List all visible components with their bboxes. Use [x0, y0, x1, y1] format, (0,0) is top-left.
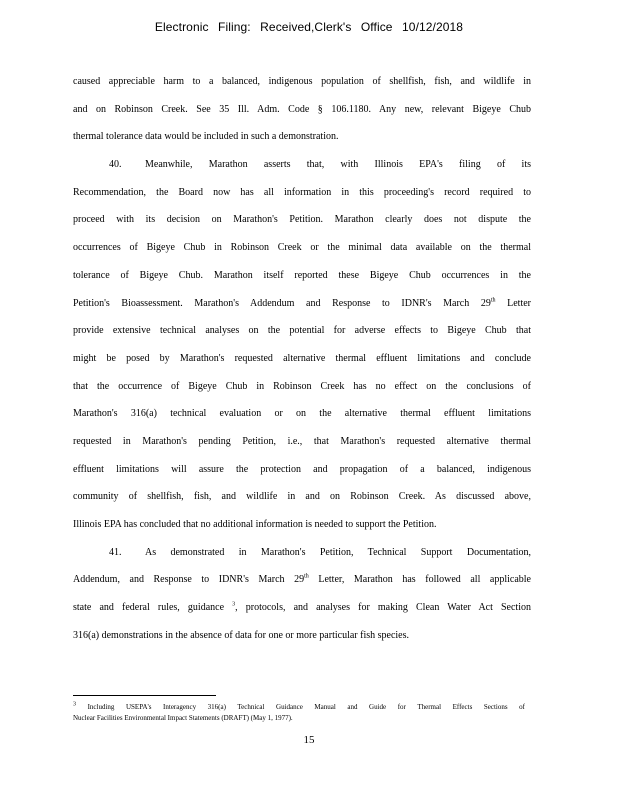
footnote-marker: 3 [73, 701, 76, 708]
body-text [73, 68, 531, 649]
paragraph-number: 41. [109, 546, 122, 558]
text-line: provide extensive technical analyses on the potential for adverse effects to Bigeye Chub that [73, 325, 531, 337]
text-line: requested in Marathon's pending Petition, i.e., that Marathon's requested alternative thermal [73, 435, 531, 447]
footnote-divider [73, 695, 216, 696]
superscript: th [490, 297, 496, 304]
text-segment: Addendum, and Response to IDNR's March 29 [73, 574, 305, 586]
text-line: Recommendation, the Board now has all information in this proceeding's record required to [73, 186, 531, 198]
paragraph-41-first-line [73, 539, 531, 567]
page-number: 15 [303, 734, 315, 746]
text-line: community of shellfish, fish, and wildlife in and on Robinson Creek. As discussed above, [73, 491, 531, 503]
filing-header: Electronic Filing: Received,Clerk's Office 10/12/2018 [154, 20, 464, 34]
text-segment: , protocols, and analyses for making Clean Water Act Section [235, 602, 531, 614]
text-line: and on Robinson Creek. See 35 Ill. Adm. Code § 106.1180. Any new, relevant Bigeye Chub [73, 103, 531, 115]
text-line: occurrences of Bigeye Chub in Robinson Creek or the minimal data available on the thermal [73, 242, 531, 254]
text-line-with-footnote-ref [73, 594, 531, 622]
text-segment: Letter [495, 297, 532, 309]
paragraph-40-first-line [73, 151, 531, 179]
text-line: Meanwhile, Marathon asserts that, with Illinois EPA's filing of its [145, 159, 531, 171]
text-line: effluent limitations will assure the protection and propagation of a balanced, indigenous [73, 463, 531, 475]
paragraph-number: 40. [109, 159, 122, 171]
text-line: Marathon's 316(a) technical evaluation or on the alternative thermal effluent limitations [73, 408, 531, 420]
footnote-line [73, 702, 525, 713]
text-line: 316(a) demonstrations in the absence of data for one or more particular fish species. [73, 629, 409, 641]
text-line: might be posed by Marathon's requested alternative thermal effluent limitations and conclude [73, 352, 531, 364]
text-line: thermal tolerance data would be included in such a demonstration. [73, 131, 339, 143]
text-segment: Petition's Bioassessment. Marathon's Addendum and Response to IDNR's March 29 [73, 297, 491, 309]
footnote-line: Nuclear Facilities Environmental Impact Statements (DRAFT) (May 1, 1977). [73, 714, 293, 722]
text-line: tolerance of Bigeye Chub. Marathon itself reported these Bigeye Chub occurrences in the [73, 269, 531, 281]
text-line: caused appreciable harm to a balanced, indigenous population of shellfish, fish, and wildlife in [73, 76, 531, 87]
superscript: th [304, 574, 309, 581]
text-line: Illinois EPA has concluded that no additional information is needed to support the Petition. [73, 519, 437, 530]
text-line-with-superscript [73, 566, 531, 594]
text-segment: state and federal rules, guidance [73, 602, 233, 614]
text-line: proceed with its decision on Marathon's Petition. Marathon clearly does not dispute the [73, 214, 531, 226]
text-line: As demonstrated in Marathon's Petition, Technical Support Documentation, [145, 546, 531, 558]
text-line-with-superscript [73, 290, 531, 318]
text-line: that the occurrence of Bigeye Chub in Robinson Creek has no effect on the conclusions of [73, 380, 531, 392]
text-segment: Letter, Marathon has followed all applicable [308, 574, 531, 586]
footnote [73, 702, 525, 724]
footnote-reference[interactable]: 3 [232, 601, 236, 608]
text-segment: Including USEPA's Interagency 316(a) Technical Guidance Manual and Guide for Thermal Effects Sections of [76, 703, 525, 711]
